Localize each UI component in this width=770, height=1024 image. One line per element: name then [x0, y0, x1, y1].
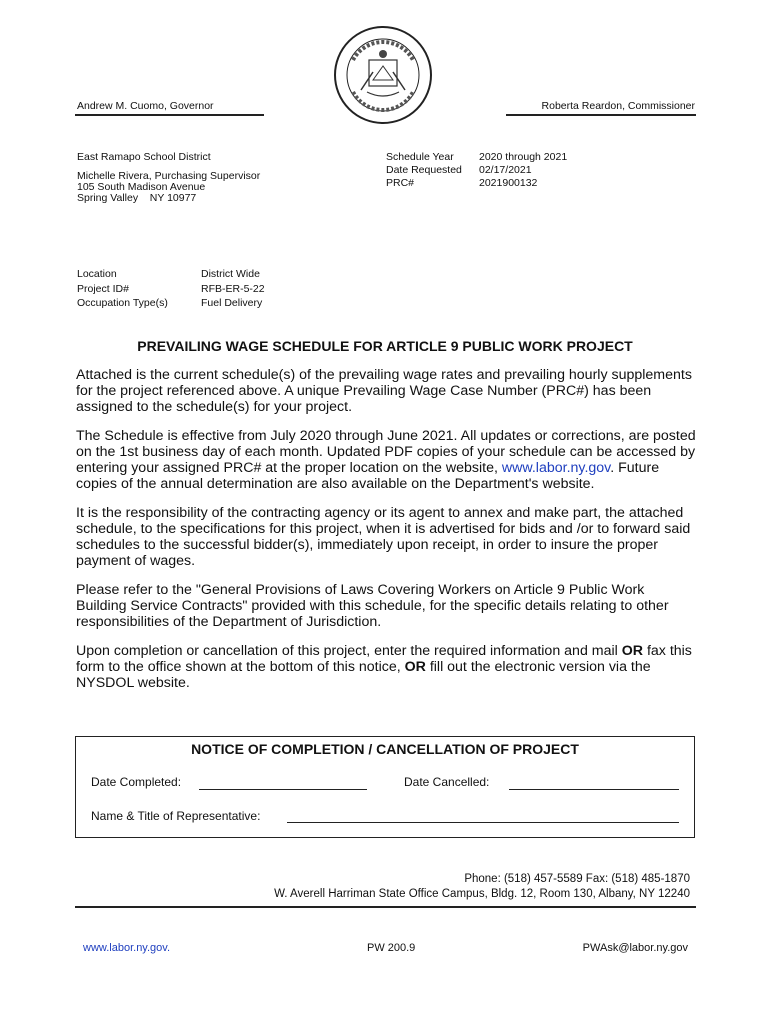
recipient-contact: Michelle Rivera, Purchasing Supervisor	[77, 170, 261, 182]
recipient-street: 105 South Madison Avenue	[77, 181, 206, 193]
form-number: PW 200.9	[367, 942, 416, 954]
seal-icon	[333, 20, 433, 130]
schedule-year-label: Schedule Year	[386, 151, 454, 163]
project-id-label: Project ID#	[77, 282, 129, 295]
labor-website-link[interactable]: www.labor.ny.gov	[501, 460, 611, 476]
representative-label: Name & Title of Representative:	[91, 809, 261, 823]
paragraph-attached: Attached is the current schedule(s) of the prevailing wage rates and prevailing hourly supplements for the project referenced above. A unique Prevailing Wage Case Number (PRC#) has been assigned to the schedule(s) for your project.	[76, 367, 692, 415]
commissioner-name: Roberta Reardon, Commissioner	[541, 100, 695, 112]
date-completed-field[interactable]	[199, 789, 367, 790]
prc-value: 2021900132	[479, 177, 538, 189]
contact-address: W. Averell Harriman State Office Campus, Bldg. 12, Room 130, Albany, NY 12240	[274, 888, 690, 900]
recipient-district: East Ramapo School District	[77, 151, 211, 163]
or-emphasis-2: OR	[404, 659, 426, 675]
paragraph-completion-text-b: fax this form to the office shown at the bottom of this notice,	[76, 643, 692, 675]
paragraph-completion	[76, 643, 698, 691]
or-emphasis-1: OR	[621, 643, 644, 659]
paragraph-responsibility: It is the responsibility of the contracting agency or its agent to annex and make part, the attached schedule, to the specifications for this project, when it is advertised for bids and /or to forward said schedules to the successful bidder(s), immediately upon receipt, in order to insure the proper payment of wages.	[76, 505, 691, 569]
paragraph-effective	[76, 428, 698, 492]
footer-website-link[interactable]: www.labor.ny.gov.	[83, 942, 171, 954]
department-seal	[333, 20, 433, 130]
location-label: Location	[77, 268, 117, 280]
recipient-block	[77, 151, 260, 204]
header-rule-right	[506, 114, 696, 116]
schedule-info	[386, 151, 567, 190]
footer-email[interactable]: PWAsk@labor.ny.gov	[582, 942, 688, 954]
prc-label: PRC#	[386, 177, 415, 189]
notice-box	[75, 736, 695, 838]
paragraph-completion-text-c: fill out the electronic version via the NYSDOL website.	[76, 659, 651, 691]
header-rule-left	[75, 114, 264, 116]
location-value: District Wide	[201, 268, 260, 280]
schedule-year-value: 2020 through 2021	[479, 151, 568, 163]
body-text	[76, 367, 698, 704]
contact-phone: Phone: (518) 457-5589 Fax: (518) 485-1870	[464, 873, 690, 885]
paragraph-provisions: Please refer to the "General Provisions of Laws Covering Workers on Article 9 Public Work Building Service Contracts" provided with this schedule, for the specific details relating to other responsibilities of the Department of Jurisdiction.	[76, 582, 669, 630]
notice-title: NOTICE OF COMPLETION / CANCELLATION OF PROJECT	[191, 741, 579, 757]
representative-field[interactable]	[287, 822, 679, 823]
project-info	[77, 267, 265, 311]
governor-name: Andrew M. Cuomo, Governor	[77, 100, 214, 112]
recipient-city: Spring Valley NY 10977	[77, 192, 197, 204]
date-requested-label: Date Requested	[386, 164, 462, 176]
paragraph-effective-text-b: . Future copies of the annual determination are also available on the Department's website.	[76, 460, 660, 492]
footer-rule	[75, 906, 696, 908]
date-cancelled-label: Date Cancelled:	[404, 775, 490, 789]
date-cancelled-field[interactable]	[509, 789, 679, 790]
date-completed-label: Date Completed:	[91, 775, 182, 789]
contact-block	[274, 872, 690, 902]
occupation-value: Fuel Delivery	[201, 297, 263, 309]
paragraph-completion-text-a: Upon completion or cancellation of this project, enter the required information and mail	[76, 643, 622, 659]
page-title: PREVAILING WAGE SCHEDULE FOR ARTICLE 9 PUBLIC WORK PROJECT	[137, 338, 633, 354]
paragraph-effective-text-a: The Schedule is effective from July 2020 through June 2021. All updates or corrections, are posted on the 1st business day of each month. Updated PDF copies of your schedule can be accessed by entering your assigned PRC# at the proper location on the website,	[76, 428, 696, 476]
project-id-value: RFB-ER-5-22	[201, 282, 265, 295]
date-requested-value: 02/17/2021	[479, 164, 532, 176]
occupation-label: Occupation Type(s)	[77, 297, 168, 309]
